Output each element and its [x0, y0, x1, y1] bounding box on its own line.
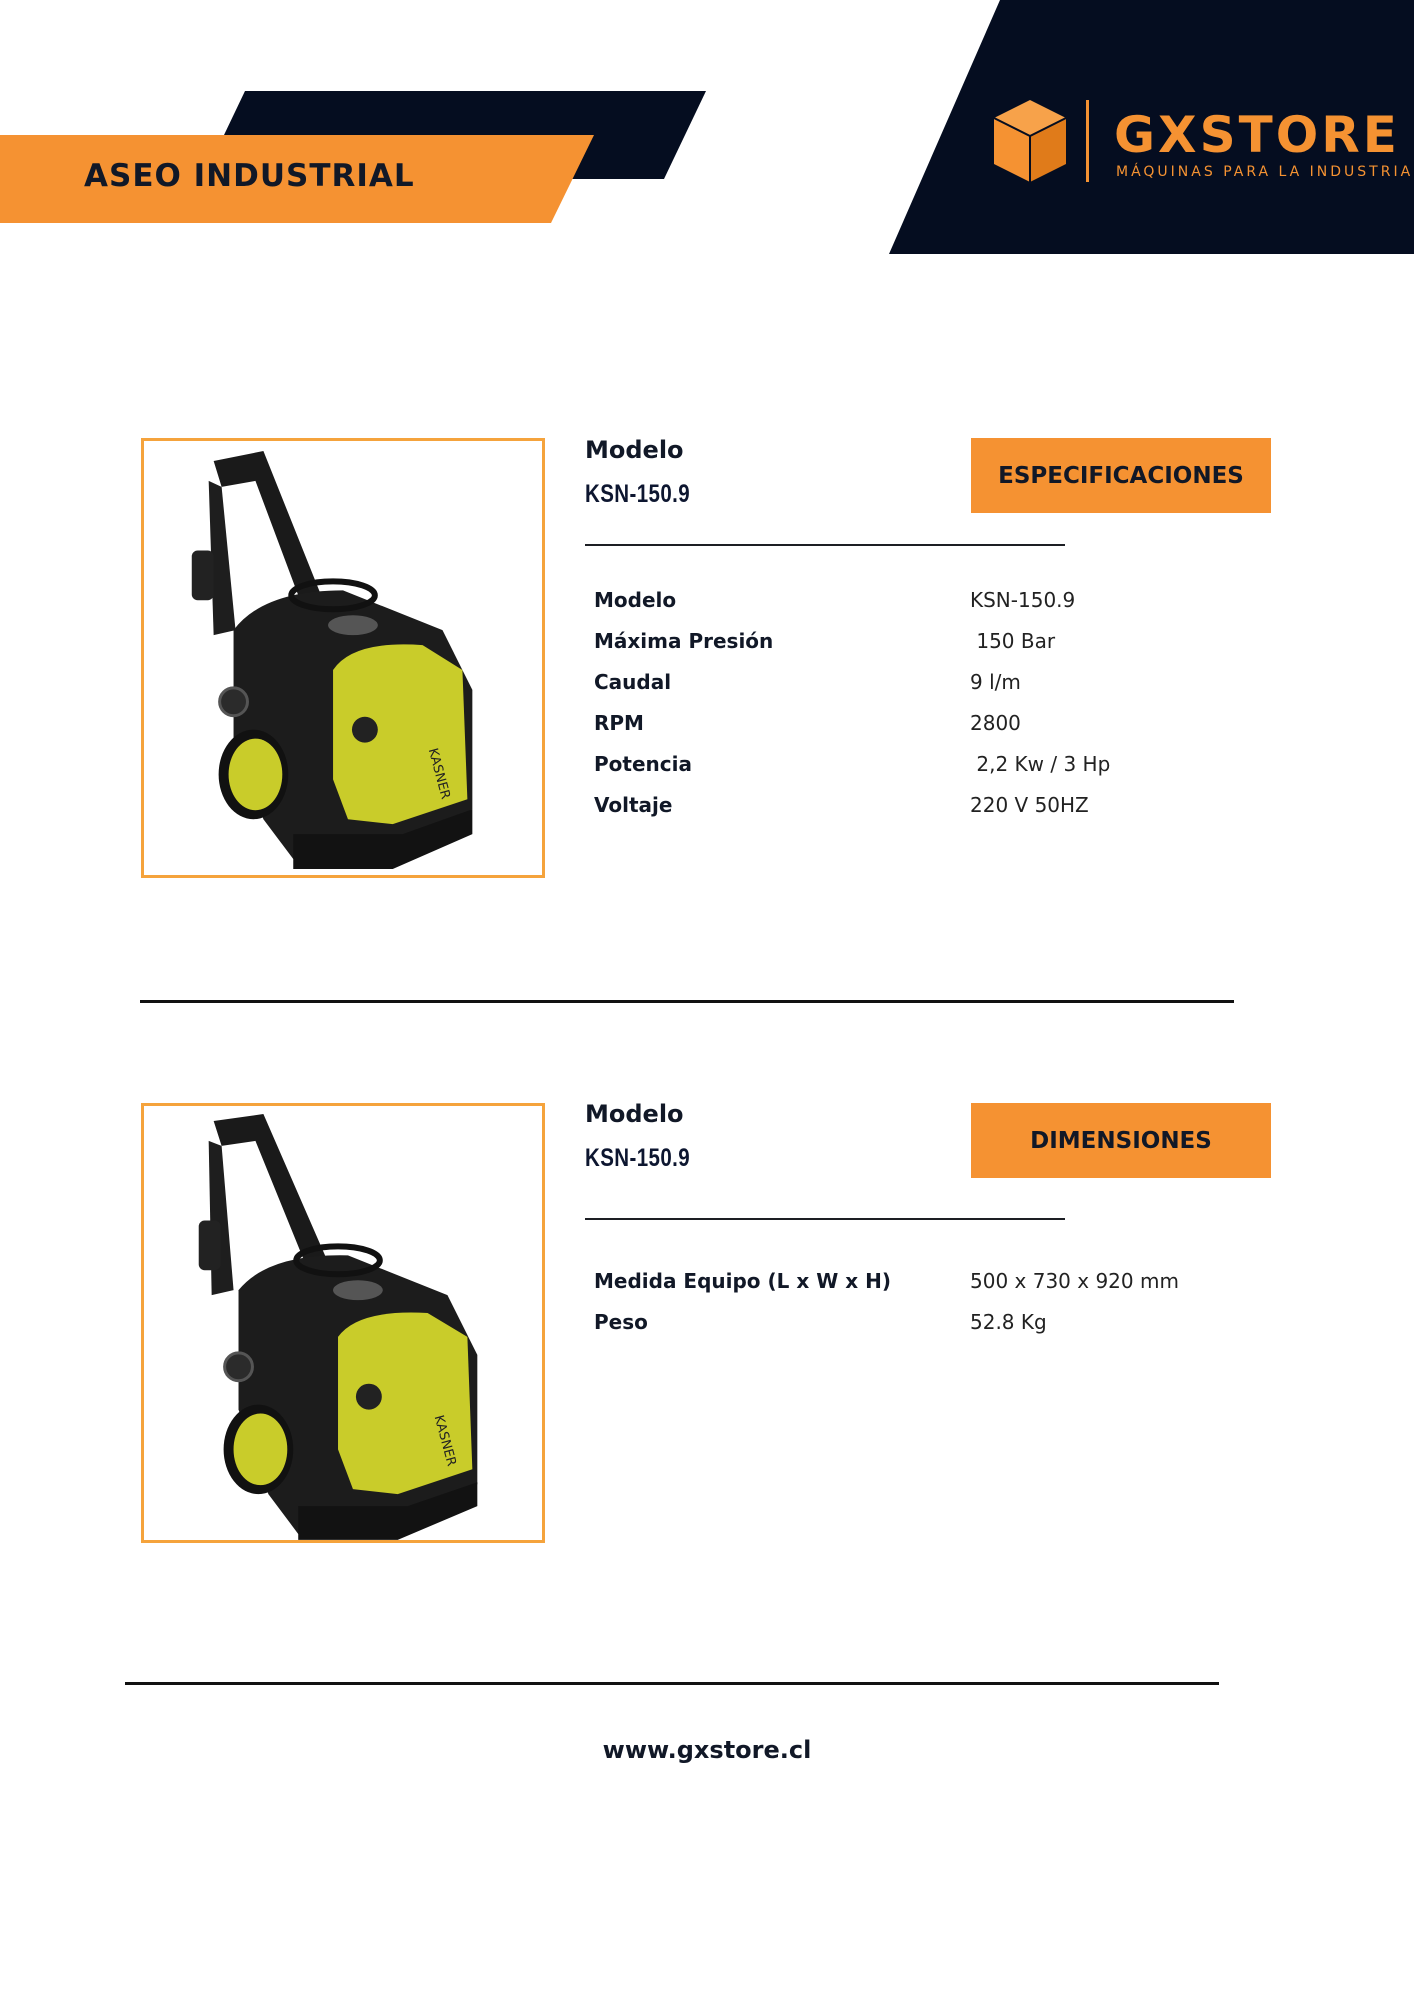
section-divider: [140, 1000, 1234, 1003]
model-label: Modelo: [585, 1100, 684, 1128]
spec-key: RPM: [594, 711, 644, 735]
product-photo-2: [141, 1103, 545, 1543]
category-title: ASEO INDUSTRIAL: [84, 158, 415, 194]
divider-rule: [585, 1218, 1065, 1220]
specifications-badge: ESPECIFICACIONES: [971, 438, 1271, 513]
brand-tagline: MÁQUINAS PARA LA INDUSTRIA: [1116, 164, 1414, 180]
footer-divider: [125, 1682, 1219, 1685]
spec-key: Medida Equipo (L x W x H): [594, 1269, 891, 1293]
spec-key: Peso: [594, 1310, 648, 1334]
spec-value: 500 x 730 x 920 mm: [970, 1269, 1179, 1293]
spec-value: 9 l/m: [970, 670, 1021, 694]
model-value: KSN-150.9: [585, 1144, 691, 1172]
divider-rule: [585, 544, 1065, 546]
website-link[interactable]: www.gxstore.cl: [602, 1736, 812, 1764]
box-icon: [990, 96, 1070, 186]
dimensions-badge: DIMENSIONES: [971, 1103, 1271, 1178]
spec-key: Modelo: [594, 588, 677, 612]
model-value: KSN-150.9: [585, 480, 691, 508]
brand-name: GXSTORE: [1114, 106, 1400, 164]
pressure-washer-image: [144, 1106, 542, 1540]
product-photo-1: [141, 438, 545, 878]
spec-key: Potencia: [594, 752, 692, 776]
spec-value: 2,2 Kw / 3 Hp: [970, 752, 1111, 776]
spec-value: 150 Bar: [970, 629, 1056, 653]
spec-value: 52.8 Kg: [970, 1310, 1047, 1334]
spec-key: Máxima Presión: [594, 629, 774, 653]
model-label: Modelo: [585, 436, 684, 464]
product-brand-label: KASNER: [424, 746, 453, 801]
brand-divider: [1086, 100, 1089, 182]
spec-key: Caudal: [594, 670, 672, 694]
product-brand-label: KASNER: [430, 1413, 459, 1468]
pressure-washer-image: [144, 441, 542, 875]
spec-value: KSN-150.9: [970, 588, 1076, 612]
spec-key: Voltaje: [594, 793, 673, 817]
spec-value: 2800: [970, 711, 1021, 735]
spec-value: 220 V 50HZ: [970, 793, 1089, 817]
